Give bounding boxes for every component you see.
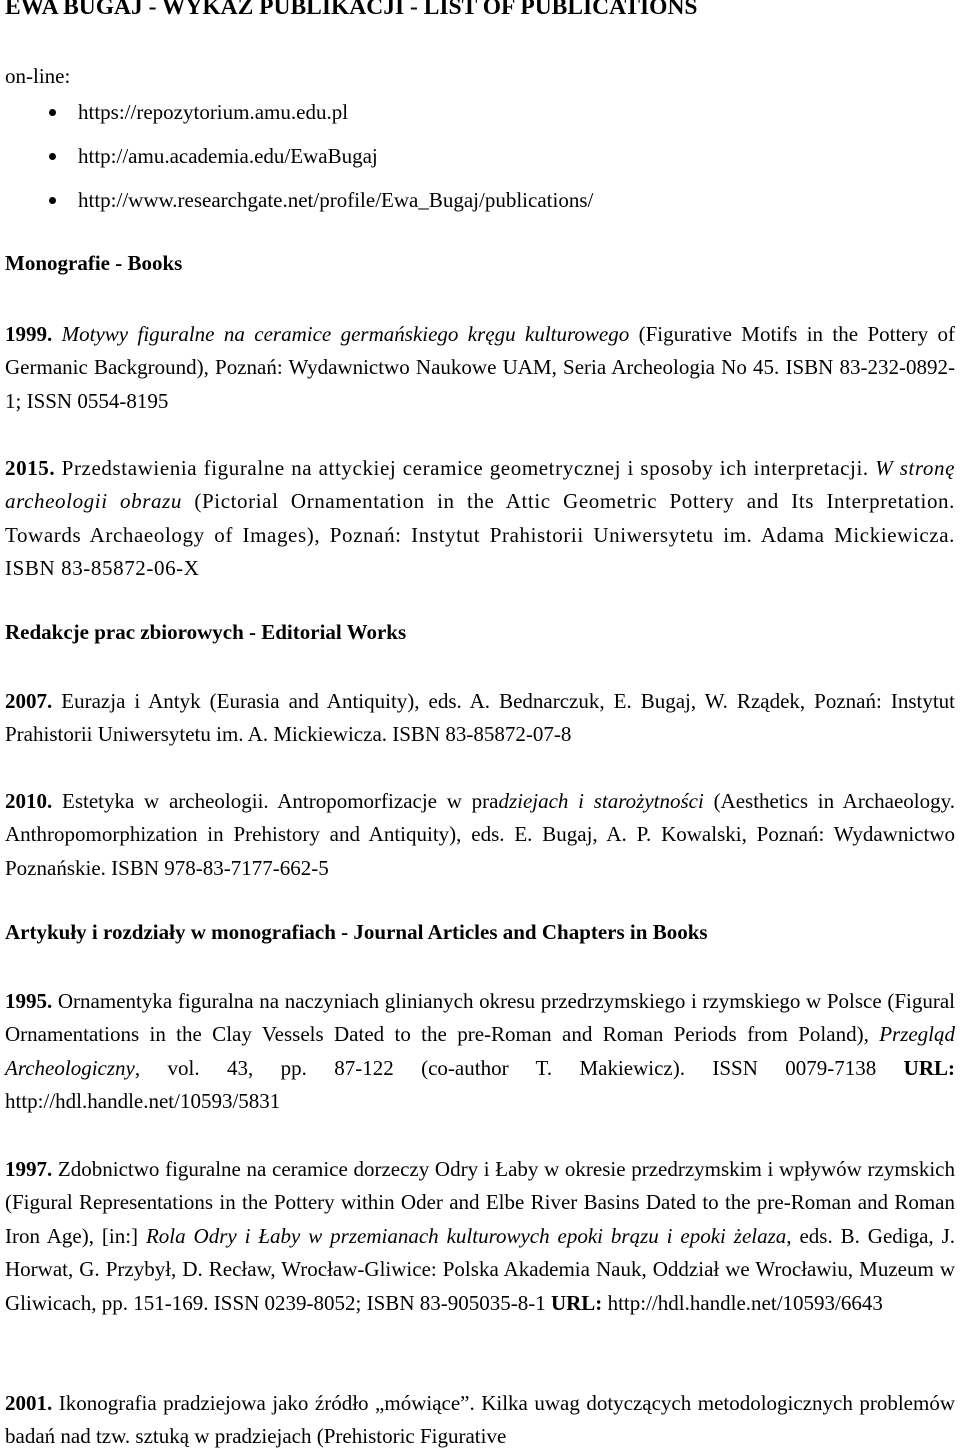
publication-entry xyxy=(5,685,955,752)
handle-link[interactable]: http://hdl.handle.net/10593/6643 xyxy=(607,1290,883,1315)
entry-text-before: Przedstawienia figuralne na attyckiej ceramice geometrycznej i sposoby ich interpretacji. xyxy=(61,456,869,480)
publication-entry xyxy=(5,1153,955,1320)
section-heading-articles: Artykuły i rozdziały w monografiach - Journal Articles and Chapters in Books xyxy=(5,920,708,944)
entry-text: Ikonografia pradziejowa jako źródło „mówiące”. Kilka uwag dotyczących metodologicznych problemów badań nad tzw. sztuką w pradziejach (Prehistoric Figurative xyxy=(5,1391,955,1449)
entry-text: , eds. B. Gediga, J. Horwat, G. Przybył, D. Recław, Wrocław-Gliwice: Polska Akademia Nauk, Oddział we Wrocławiu, Muzeum w Gliwicach, pp. 151-169. ISSN 0239-8052; ISBN 83-905035-8-1 xyxy=(5,1223,956,1315)
list-item xyxy=(5,97,593,141)
entry-title-italic: Motywy figuralne na ceramice germańskiego kręgu kulturowego xyxy=(61,322,630,346)
entry-title-italic: Przegląd Archeologiczny xyxy=(5,1022,956,1080)
entry-year: 2001. xyxy=(5,1391,53,1415)
entry-text-before: Zdobnictwo figuralne na ceramice dorzeczy Odry i Łaby w okresie przedrzymskim i wpływów rzymskich (Figural Representations in the Pottery within Oder and Elbe River Basins Dated to the pre-Roman and Roman Iron Age), [in:] xyxy=(5,1157,955,1248)
entry-text: , vol. 43, pp. 87-122 (co-author T. Makiewicz). ISSN 0079-7138 xyxy=(134,1055,877,1080)
academia-link[interactable]: http://amu.academia.edu/EwaBugaj xyxy=(78,144,378,168)
entry-text-before: Estetyka w archeologii. Antropomorfizacje w pra xyxy=(62,789,499,813)
entry-text-before: Ornamentyka figuralna na naczyniach glinianych okresu przedrzymskiego i rzymskiego w Polsce (Figural Ornamentations in the Clay Vessels Dated to the pre-Roman and Roman Periods from Poland), xyxy=(5,989,955,1047)
url-label: URL: xyxy=(550,1290,603,1315)
list-item xyxy=(5,141,593,185)
entry-year: 2007. xyxy=(5,689,53,713)
publication-entry xyxy=(5,318,955,418)
handle-link[interactable]: http://hdl.handle.net/10593/5831 xyxy=(5,1089,281,1114)
page-title: EWA BUGAJ - WYKAZ PUBLIKACJI - LIST OF PUBLICATIONS xyxy=(5,0,698,20)
entry-text: (Aesthetics in Archaeology. Anthropomorphization in Prehistory and Antiquity), eds. E. Bugaj, A. P. Kowalski, Poznań: Wydawnictwo Poznańskie. ISBN 978-83-7177-662-5 xyxy=(5,789,956,880)
section-heading-editorial: Redakcje prac zbiorowych - Editorial Works xyxy=(5,620,407,644)
bullet-icon xyxy=(49,153,56,160)
entry-title-italic: dziejach i starożytności xyxy=(498,789,704,813)
entry-text: (Figurative Motifs in the Pottery of Germanic Background), Poznań: Wydawnictwo Naukowe UAM, Seria Archeologia No 45. ISBN 83-232-0892-1; ISSN 0554-8195 xyxy=(5,322,956,413)
url-label: URL: xyxy=(903,1055,956,1080)
entry-year: 2015. xyxy=(5,456,56,480)
section-heading-books: Monografie - Books xyxy=(5,251,183,275)
entry-year: 1995. xyxy=(5,989,53,1013)
bullet-icon xyxy=(49,109,56,116)
publication-entry xyxy=(5,452,955,586)
publication-entry xyxy=(5,985,955,1119)
entry-text: Eurazja i Antyk (Eurasia and Antiquity), eds. A. Bednarczuk, E. Bugaj, W. Rządek, Poznań: Instytut Prahistorii Uniwersytetu im. A. Mickiewicza. ISBN 83-85872-07-8 xyxy=(5,689,956,747)
entry-title-italic: W stronę archeologii obrazu xyxy=(5,456,956,514)
entry-year: 1997. xyxy=(5,1157,53,1181)
bullet-icon xyxy=(49,197,56,204)
researchgate-link[interactable]: http://www.researchgate.net/profile/Ewa_Bugaj/publications/ xyxy=(78,188,594,212)
publication-entry xyxy=(5,1387,955,1454)
online-links-list xyxy=(5,97,593,229)
entry-title-italic: Rola Odry i Łaby w przemianach kulturowych epoki brązu i epoki żelaza xyxy=(145,1223,787,1248)
entry-year: 2010. xyxy=(5,789,53,813)
repository-link[interactable]: https://repozytorium.amu.edu.pl xyxy=(78,100,349,124)
entry-text: (Pictorial Ornamentation in the Attic Geometric Pottery and Its Interpretation. Towards Archaeology of Images), Poznań: Instytut Prahistorii Uniwersytetu im. Adama Mickiewicza. ISBN 83-85872-06-X xyxy=(5,489,955,581)
publication-entry xyxy=(5,785,955,885)
list-item xyxy=(5,185,593,229)
entry-year: 1999. xyxy=(5,322,53,346)
online-label: on-line: xyxy=(5,64,71,88)
